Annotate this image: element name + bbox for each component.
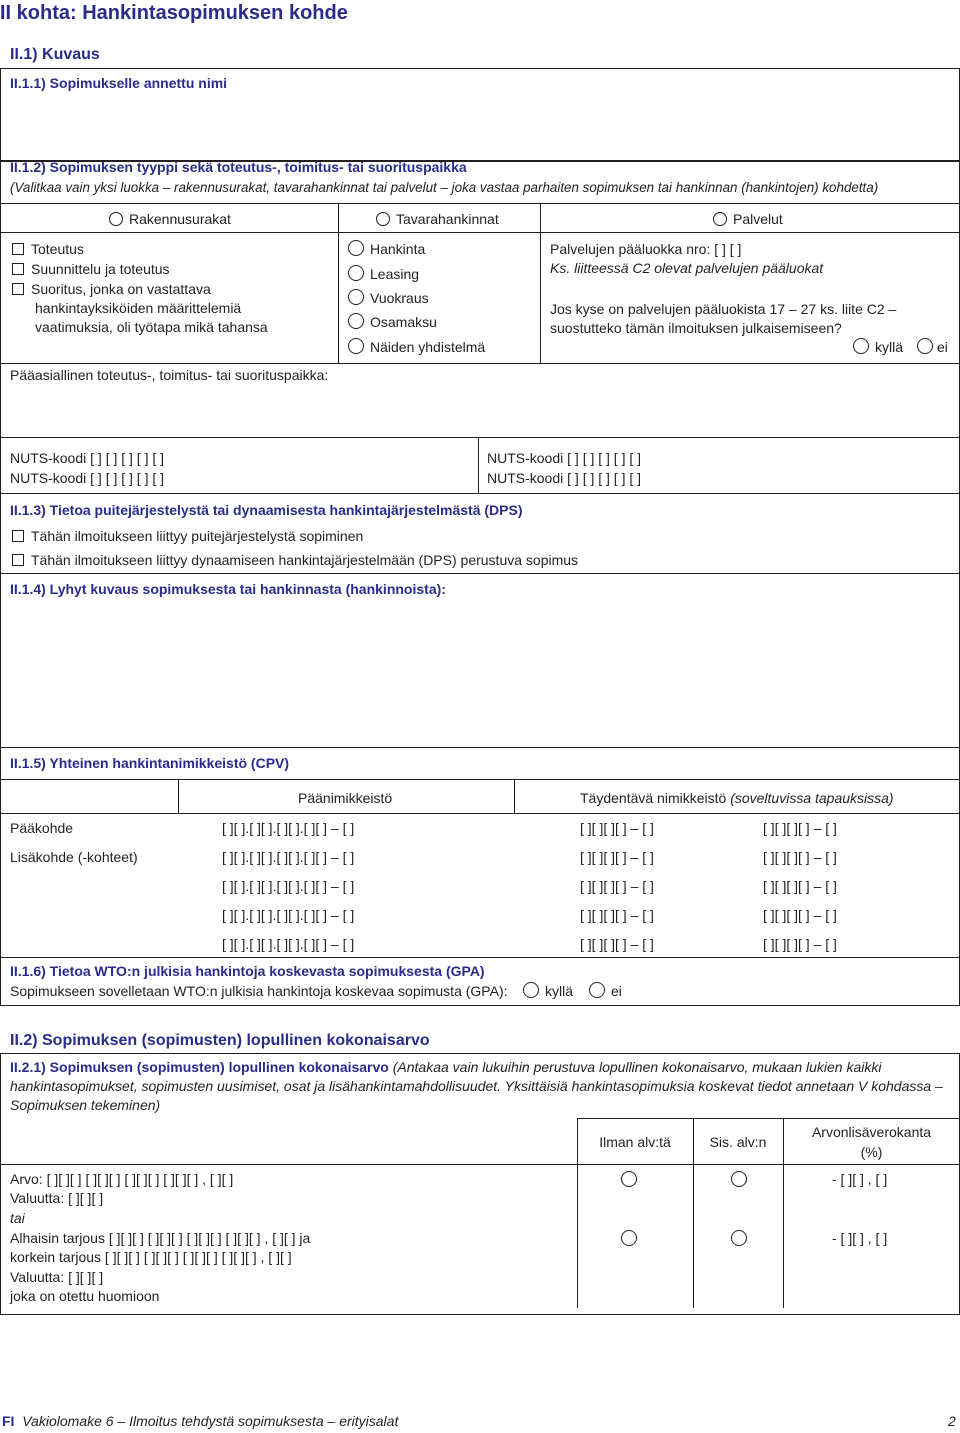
service-category-field[interactable]: Palvelujen pääluokka nro: [ ] [ ] (550, 241, 742, 257)
supplies-option-combination[interactable]: Näiden yhdistelmä (348, 338, 485, 356)
section-title-description: II.1) Kuvaus (10, 46, 100, 63)
supplies-option-rental[interactable]: Vuokraus (348, 289, 429, 307)
cpv-supp-code[interactable]: [ ][ ][ ][ ] – [ ] (580, 820, 654, 836)
considered-label: joka on otettu huomioon (10, 1288, 160, 1304)
col-vat-rate: Arvonlisäverokanta (811, 1124, 932, 1140)
total-value-heading: II.2.1) Sopimuksen (sopimusten) lopullinen kokonaisarvo (Antakaa vain lukuihin perustuva lopullinen kokonaisarvo, mukaan lukien kaikki hankintasopimukset, sopimusten uusimiset, osat ja lisähankintamahdollisuudet. Yksittäisiä hankintasopimuksia koskevat tiedot annetaan V kohdassa – Sopimuksen tekeminen) (10, 1059, 943, 1113)
radio-icon[interactable] (853, 338, 869, 354)
checkbox-icon[interactable] (12, 243, 24, 255)
cpv-supp-code[interactable]: [ ][ ][ ][ ] – [ ] (763, 907, 837, 923)
radio-icon[interactable] (589, 982, 605, 998)
publication-no[interactable]: ei (917, 338, 948, 356)
cpv-main-code[interactable]: [ ][ ].[ ][ ].[ ][ ].[ ][ ] – [ ] (222, 849, 355, 865)
value-vat-rate-field[interactable]: - [ ][ ] , [ ] (832, 1171, 888, 1187)
cpv-main-vocab-header: Päänimikkeistö (298, 790, 393, 806)
supplies-radio-icon[interactable] (376, 212, 390, 226)
gpa-yes[interactable]: kyllä (523, 982, 573, 1000)
publication-yes[interactable]: kyllä (853, 338, 903, 356)
works-option-design-execution[interactable]: Suunnittelu ja toteutus (12, 260, 170, 278)
or-label: tai (10, 1210, 25, 1226)
radio-icon[interactable] (348, 313, 364, 329)
supplies-option-purchase[interactable]: Hankinta (348, 240, 425, 258)
value-field[interactable]: Arvo: [ ][ ][ ] [ ][ ][ ] [ ][ ][ ] [ ][ ][ ] , [ ][ ] (10, 1171, 234, 1187)
contract-name-title: II.1.1) Sopimukselle annettu nimi (10, 75, 228, 91)
gpa-title: II.1.6) Tietoa WTO:n julkisia hankintoja koskevasta sopimuksesta (GPA) (10, 963, 485, 979)
page-number: 2 (948, 1413, 956, 1429)
cpv-main-code[interactable]: [ ][ ].[ ][ ].[ ][ ].[ ][ ] – [ ] (222, 907, 355, 923)
nuts-code-4[interactable]: NUTS-koodi [ ] [ ] [ ] [ ] [ ] (487, 470, 642, 486)
col-incl-vat: Sis. alv:n (709, 1134, 767, 1150)
cpv-supp-code[interactable]: [ ][ ][ ][ ] – [ ] (580, 907, 654, 923)
cpv-supp-code[interactable]: [ ][ ][ ][ ] – [ ] (763, 849, 837, 865)
checkbox-icon[interactable] (12, 554, 24, 566)
radio-icon[interactable] (348, 289, 364, 305)
dps-option-dynamic[interactable]: Tähän ilmoitukseen liittyy dynaamiseen hankintajärjestelmään (DPS) perustuva sopimus (12, 551, 578, 569)
works-option-realisation-line3: vaatimuksia, oli työtapa mikä tahansa (35, 319, 268, 335)
col-vat-rate-unit: (%) (860, 1144, 883, 1160)
main-site-label: Pääasiallinen toteutus-, toimitus- tai suorituspaikka: (10, 367, 329, 383)
cpv-additional-label: Lisäkohde (-kohteet) (10, 849, 138, 865)
category-services[interactable]: Palvelut (713, 210, 783, 228)
checkbox-icon[interactable] (12, 530, 24, 542)
cpv-supp-vocab-header: Täydentävä nimikkeistö (soveltuvissa tapauksissa) (580, 790, 894, 806)
cpv-supp-code[interactable]: [ ][ ][ ][ ] – [ ] (763, 936, 837, 952)
cpv-main-code[interactable]: [ ][ ].[ ][ ].[ ][ ].[ ][ ] – [ ] (222, 936, 355, 952)
section-title-total-value: II.2) Sopimuksen (sopimusten) lopullinen kokonaisarvo (10, 1032, 430, 1049)
highest-offer-field[interactable]: korkein tarjous [ ][ ][ ] [ ][ ][ ] [ ][ ][ ] [ ][ ][ ] , [ ][ ] (10, 1249, 292, 1265)
supplies-option-hire-purchase[interactable]: Osamaksu (348, 313, 437, 331)
works-option-execution[interactable]: Toteutus (12, 240, 84, 258)
main-site-field[interactable] (14, 386, 944, 434)
cpv-title: II.1.5) Yhteinen hankintanimikkeistö (CPV) (10, 755, 290, 771)
works-option-realisation-line2: hankintayksiköiden määrittelemiä (35, 300, 242, 316)
lowest-offer-field[interactable]: Alhaisin tarjous [ ][ ][ ] [ ][ ][ ] [ ][ ][ ] [ ][ ][ ] , [ ][ ] ja (10, 1230, 311, 1246)
radio-icon[interactable] (917, 338, 933, 354)
publication-question-line2: suostutteko tämän ilmoituksen julkaisemiseen? (550, 320, 842, 336)
works-option-realisation[interactable]: Suoritus, jonka on vastattava (12, 280, 211, 298)
service-category-note: Ks. liitteessä C2 olevat palvelujen pääluokat (550, 260, 824, 276)
cpv-supp-code[interactable]: [ ][ ][ ][ ] – [ ] (580, 878, 654, 894)
short-description-field[interactable] (14, 602, 944, 742)
radio-icon[interactable] (348, 240, 364, 256)
radio-icon[interactable] (348, 338, 364, 354)
footer: FI Vakiolomake 6 – Ilmoitus tehdystä sopimuksesta – erityisalat (2, 1413, 399, 1429)
checkbox-icon[interactable] (12, 283, 24, 295)
cpv-main-object-label: Pääkohde (10, 820, 74, 836)
category-supplies[interactable]: Tavarahankinnat (376, 210, 499, 228)
dps-option-framework[interactable]: Tähän ilmoitukseen liittyy puitejärjestelystä sopiminen (12, 527, 363, 545)
contract-type-title: II.1.2) Sopimuksen tyyppi sekä toteutus-, toimitus- tai suorituspaikka (10, 159, 467, 175)
supplies-option-leasing[interactable]: Leasing (348, 265, 419, 283)
cpv-main-code[interactable]: [ ][ ].[ ][ ].[ ][ ].[ ][ ] – [ ] (222, 820, 355, 836)
part-title: II kohta: Hankintasopimuksen kohde (0, 2, 348, 24)
cpv-supp-code[interactable]: [ ][ ][ ][ ] – [ ] (763, 878, 837, 894)
range-excl-vat-radio[interactable] (621, 1230, 637, 1246)
nuts-code-1[interactable]: NUTS-koodi [ ] [ ] [ ] [ ] [ ] (10, 450, 165, 466)
services-radio-icon[interactable] (713, 212, 727, 226)
nuts-code-3[interactable]: NUTS-koodi [ ] [ ] [ ] [ ] [ ] (487, 450, 642, 466)
nuts-code-2[interactable]: NUTS-koodi [ ] [ ] [ ] [ ] [ ] (10, 470, 165, 486)
radio-icon[interactable] (348, 265, 364, 281)
value-currency-field[interactable]: Valuutta: [ ][ ][ ] (10, 1190, 104, 1206)
cpv-supp-code[interactable]: [ ][ ][ ][ ] – [ ] (580, 936, 654, 952)
category-works[interactable]: Rakennusurakat (109, 210, 231, 228)
dps-title: II.1.3) Tietoa puitejärjestelystä tai dynaamisesta hankintajärjestelmästä (DPS) (10, 502, 523, 518)
gpa-no[interactable]: ei (589, 982, 622, 1000)
short-description-title: II.1.4) Lyhyt kuvaus sopimuksesta tai hankinnasta (hankinnoista): (10, 581, 446, 597)
cpv-supp-code[interactable]: [ ][ ][ ][ ] – [ ] (763, 820, 837, 836)
checkbox-icon[interactable] (12, 263, 24, 275)
works-radio-icon[interactable] (109, 212, 123, 226)
contract-type-note: (Valitkaa vain yksi luokka – rakennusurakat, tavarahankinnat tai palvelut – joka vastaa parhaiten sopimuksen tai hankinnan (hankintojen) kohdetta) (10, 180, 879, 195)
range-vat-rate-field[interactable]: - [ ][ ] , [ ] (832, 1230, 888, 1246)
radio-icon[interactable] (523, 982, 539, 998)
range-currency-field[interactable]: Valuutta: [ ][ ][ ] (10, 1269, 104, 1285)
gpa-question: Sopimukseen sovelletaan WTO:n julkisia hankintoja koskevaa sopimusta (GPA): (10, 983, 508, 999)
cpv-supp-code[interactable]: [ ][ ][ ][ ] – [ ] (580, 849, 654, 865)
col-excl-vat: Ilman alv:tä (599, 1134, 671, 1150)
contract-name-field[interactable] (14, 96, 944, 154)
cpv-main-code[interactable]: [ ][ ].[ ][ ].[ ][ ].[ ][ ] – [ ] (222, 878, 355, 894)
value-incl-vat-radio[interactable] (731, 1171, 747, 1187)
range-incl-vat-radio[interactable] (731, 1230, 747, 1246)
value-excl-vat-radio[interactable] (621, 1171, 637, 1187)
publication-question-line1: Jos kyse on palvelujen pääluokista 17 – 27 ks. liite C2 – (550, 301, 897, 317)
